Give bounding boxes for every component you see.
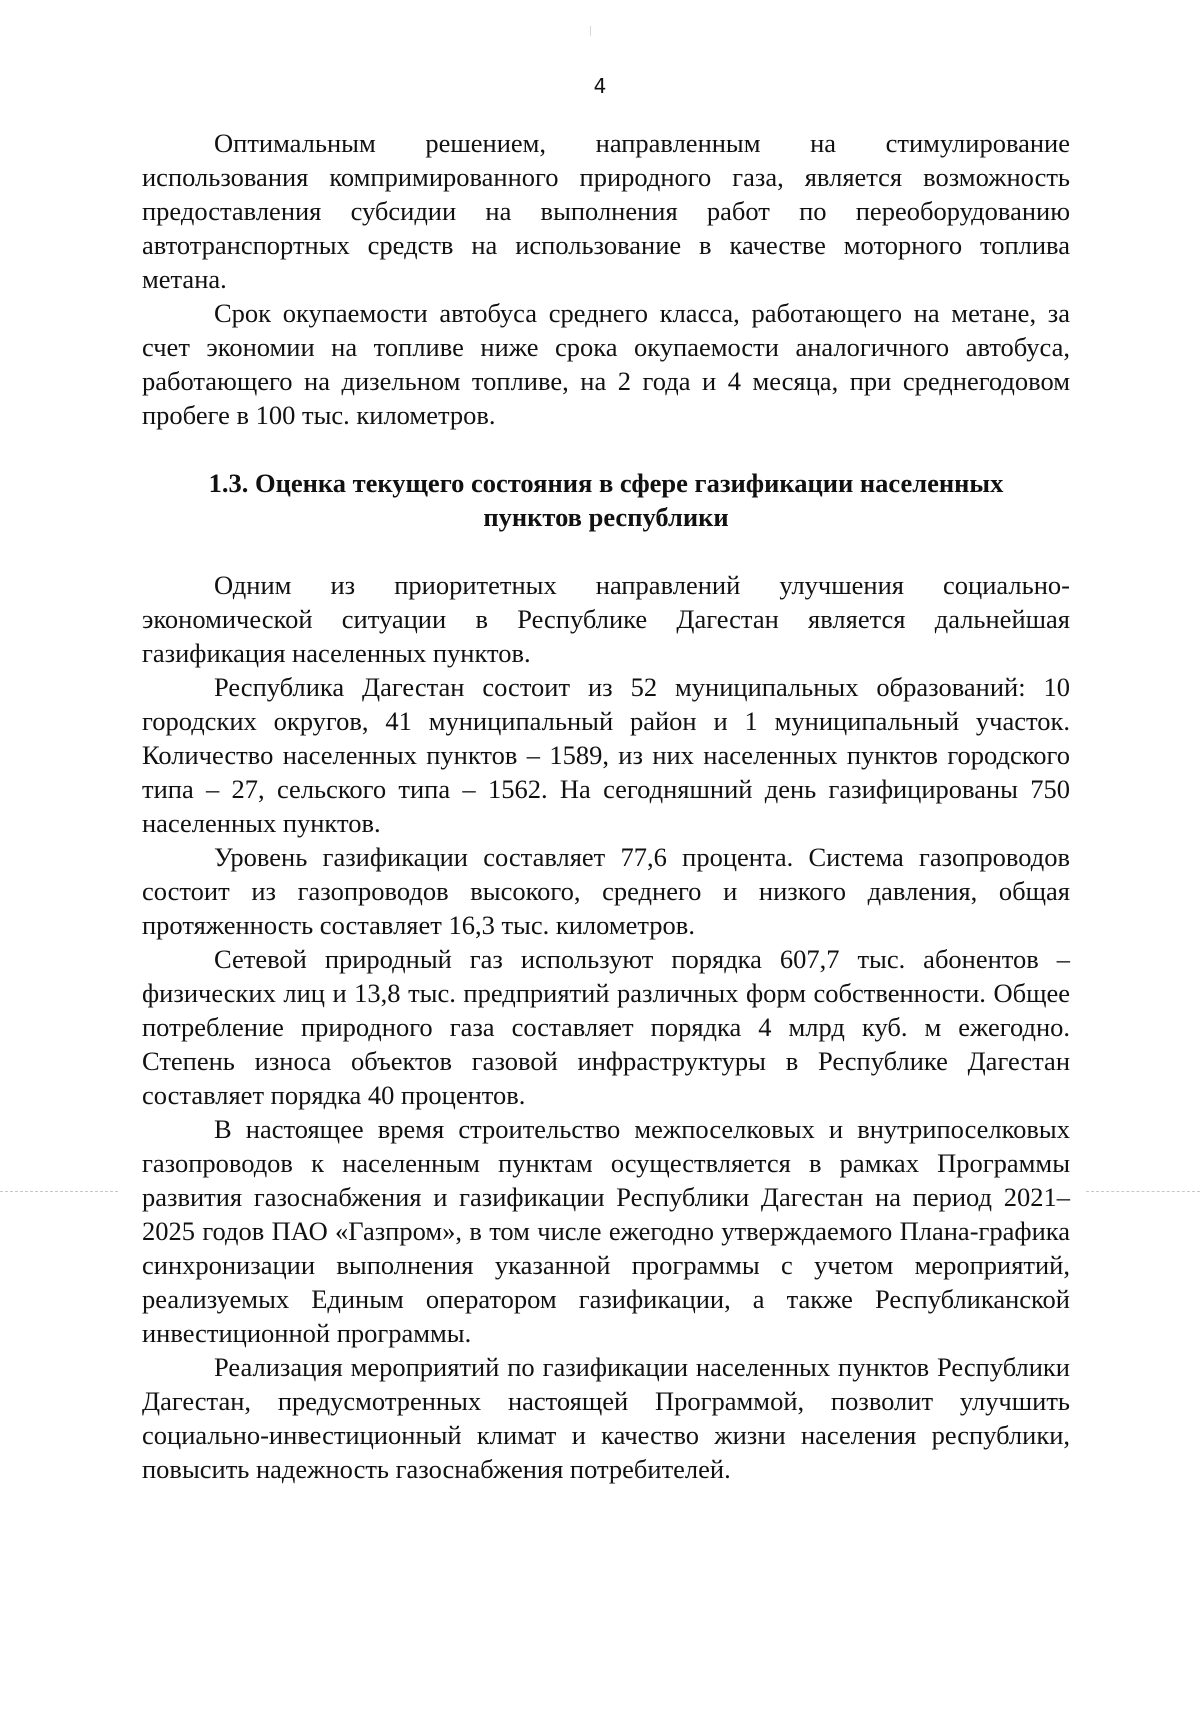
paragraph-subsidy: Оптимальным решением, направленным на стимулирование использования компримированного природного газа, является возможность предоставления субсидии на выполнения работ по переоборудованию автотранспортных средств на использование в качестве моторного топлива метана. <box>142 128 1070 294</box>
paragraph-priority: Одним из приоритетных направлений улучшения социально-экономической ситуации в Республике Дагестан является дальнейшая газификация населенных пунктов. <box>142 570 1070 668</box>
scan-fold-mark-right <box>1086 1191 1200 1192</box>
document-body <box>142 126 1070 1486</box>
page-number: 4 <box>593 74 607 98</box>
scan-artifact-top <box>590 26 591 36</box>
section-heading: 1.3. Оценка текущего состояния в сфере газификации населенных пунктов республики <box>208 468 1004 532</box>
paragraph-municipalities: Республика Дагестан состоит из 52 муниципальных образований: 10 городских округов, 41 муниципальный район и 1 муниципальный участок. Количество населенных пунктов – 1589, из них населенных пунктов городского типа – 27, сельского типа – 1562. На сегодняшний день газифицированы 750 населенных пунктов. <box>142 672 1070 838</box>
scan-fold-mark-left <box>0 1191 118 1192</box>
paragraph-construction: В настоящее время строительство межпоселковых и внутрипоселковых газопроводов к населенным пунктам осуществляется в рамках Программы развития газоснабжения и газификации Республики Дагестан на период 2021–2025 годов ПАО «Газпром», в том числе ежегодно утверждаемого Плана-графика синхронизации выполнения указанной программы с учетом мероприятий, реализуемых Единым оператором газификации, а также Республиканской инвестиционной программы. <box>142 1114 1070 1348</box>
paragraph-consumers: Сетевой природный газ используют порядка 607,7 тыс. абонентов – физических лиц и 13,8 тыс. предприятий различных форм собственности. Общее потребление природного газа составляет порядка 4 млрд куб. м ежегодно. Степень износа объектов газовой инфраструктуры в Республике Дагестан составляет порядка 40 процентов. <box>142 944 1070 1110</box>
paragraph-implementation: Реализация мероприятий по газификации населенных пунктов Республики Дагестан, предусмотренных настоящей Программой, позволит улучшить социально-инвестиционный климат и качество жизни населения республики, повысить надежность газоснабжения потребителей. <box>142 1352 1070 1484</box>
paragraph-gasification-level: Уровень газификации составляет 77,6 процента. Система газопроводов состоит из газопроводов высокого, среднего и низкого давления, общая протяженность составляет 16,3 тыс. километров. <box>142 842 1070 940</box>
paragraph-payback: Срок окупаемости автобуса среднего класса, работающего на метане, за счет экономии на топливе ниже срока окупаемости аналогичного автобуса, работающего на дизельном топливе, на 2 года и 4 месяца, при среднегодовом пробеге в 100 тыс. километров. <box>142 298 1070 430</box>
